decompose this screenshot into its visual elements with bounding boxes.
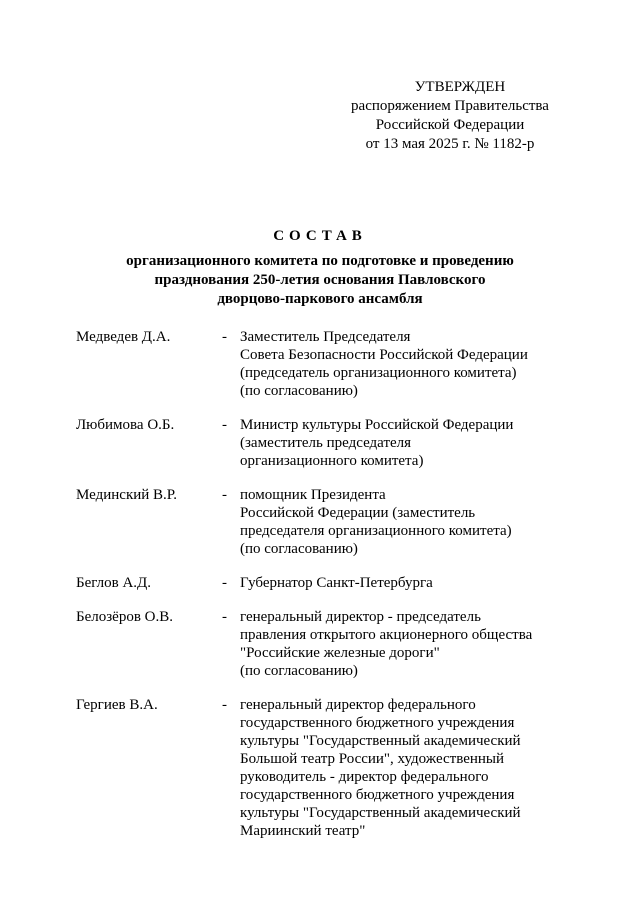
subtitle-line: дворцово-паркового ансамбля [217, 291, 423, 307]
role-line: (по согласованию) [240, 663, 358, 679]
role-line: правления открытого акционерного общества [240, 627, 533, 643]
committee-members-list [76, 328, 566, 856]
role-line: (по согласованию) [240, 541, 358, 557]
role-line: генеральный директор федерального [240, 697, 476, 713]
role-line: культуры "Государственный академический [240, 733, 521, 749]
member-row [76, 696, 566, 840]
member-role [240, 328, 566, 400]
member-name: Медведев Д.А. [76, 329, 171, 345]
role-line: (председатель организационного комитета) [240, 365, 517, 381]
member-name: Беглов А.Д. [76, 575, 152, 591]
member-row [76, 328, 566, 400]
role-line: генеральный директор - председатель [240, 609, 481, 625]
member-role [240, 416, 566, 470]
role-line: председателя организационного комитета) [240, 523, 512, 539]
member-row [76, 486, 566, 558]
role-line: Большой театр России", художественный [240, 751, 505, 767]
approval-line: Российской Федерации [375, 117, 525, 133]
member-row [76, 574, 566, 592]
separator-dash: - [222, 609, 227, 625]
role-line: Губернатор Санкт-Петербурга [240, 575, 433, 591]
role-line: Мариинский театр" [240, 823, 366, 839]
role-line: помощник Президента [240, 487, 386, 503]
role-line: Министр культуры Российской Федерации [240, 417, 514, 433]
document-title-block [0, 226, 640, 309]
member-name: Гергиев В.А. [76, 697, 158, 713]
role-line: Российской Федерации (заместитель [240, 505, 476, 521]
role-line: Заместитель Председателя [240, 329, 411, 345]
document-subtitle [0, 252, 640, 309]
role-line: государственного бюджетного учреждения [240, 787, 515, 803]
document-title: СОСТАВ [273, 228, 367, 244]
separator-dash: - [222, 697, 227, 713]
approval-stamp [330, 78, 570, 154]
member-role [240, 696, 566, 840]
member-name: Мединский В.Р. [76, 487, 178, 503]
member-role [240, 608, 566, 680]
role-line: руководитель - директор федерального [240, 769, 489, 785]
role-line: организационного комитета) [240, 453, 424, 469]
member-role [240, 574, 566, 592]
subtitle-line: празднования 250-летия основания Павловского [154, 272, 486, 288]
approval-date-number: от 13 мая 2025 г. № 1182-р [365, 136, 535, 152]
role-line: (по согласованию) [240, 383, 358, 399]
role-line: Совета Безопасности Российской Федерации [240, 347, 528, 363]
separator-dash: - [222, 487, 227, 503]
member-row [76, 608, 566, 680]
member-name: Белозёров О.В. [76, 609, 174, 625]
role-line: культуры "Государственный академический [240, 805, 521, 821]
member-row [76, 416, 566, 470]
role-line: "Российские железные дороги" [240, 645, 440, 661]
subtitle-line: организационного комитета по подготовке и проведению [126, 253, 514, 269]
role-line: государственного бюджетного учреждения [240, 715, 515, 731]
member-role [240, 486, 566, 558]
separator-dash: - [222, 575, 227, 591]
role-line: (заместитель председателя [240, 435, 412, 451]
approval-heading: УТВЕРЖДЕН [414, 79, 506, 95]
member-name: Любимова О.Б. [76, 417, 175, 433]
separator-dash: - [222, 417, 227, 433]
separator-dash: - [222, 329, 227, 345]
approval-line: распоряжением Правительства [351, 98, 549, 114]
